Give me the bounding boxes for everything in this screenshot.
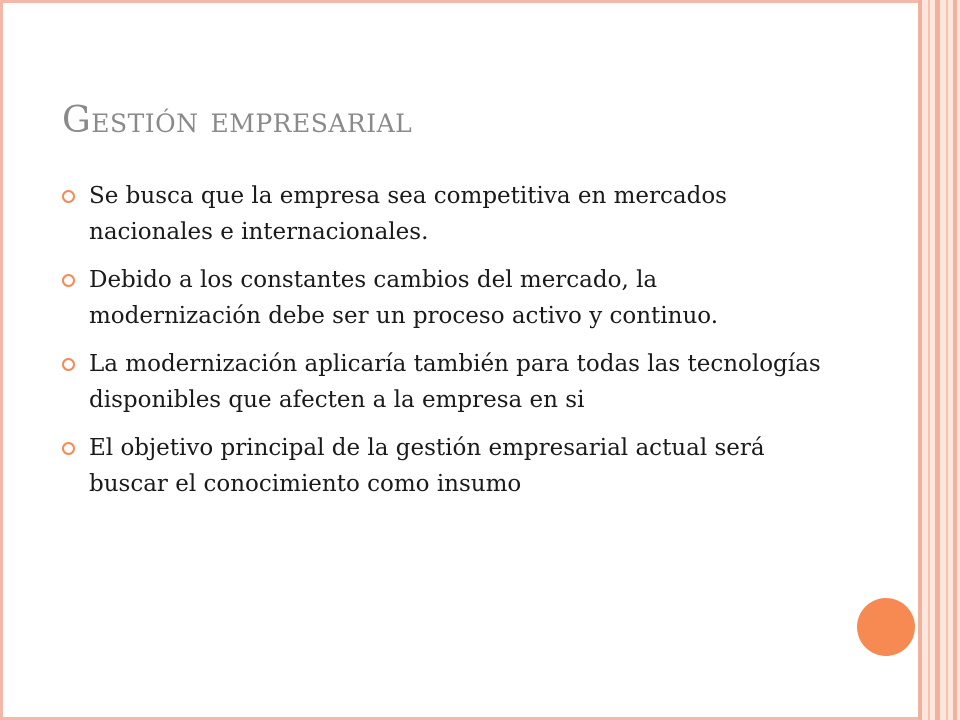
bullet-text: El objetivo principal de la gestión empresarial actual será buscar el conocimiento como insumo — [89, 435, 765, 497]
bullet-icon — [62, 442, 75, 455]
stripe — [935, 0, 940, 720]
stripe — [946, 0, 948, 720]
slide-frame-left — [0, 0, 3, 720]
slide-frame-top — [0, 0, 918, 3]
orange-circle-icon — [857, 598, 915, 656]
bullet-list — [62, 178, 832, 514]
bullet-item — [62, 178, 832, 250]
stripe — [928, 0, 930, 720]
bullet-text: Se busca que la empresa sea competitiva en mercados nacionales e internacionales. — [89, 183, 727, 245]
bullet-text: Debido a los constantes cambios del mercado, la modernización debe ser un proceso activo y continuo. — [89, 267, 719, 329]
bullet-icon — [62, 190, 75, 203]
bullet-icon — [62, 358, 75, 371]
bullet-icon — [62, 274, 75, 287]
stripe — [953, 0, 957, 720]
bullet-item — [62, 262, 832, 334]
slide-title: Gestión empresarial — [62, 100, 413, 141]
bullet-item — [62, 346, 832, 418]
bullet-item — [62, 430, 832, 502]
bullet-text: La modernización aplicaría también para todas las tecnologías disponibles que afecten a la empresa en si — [89, 351, 821, 413]
stripe — [918, 0, 922, 720]
